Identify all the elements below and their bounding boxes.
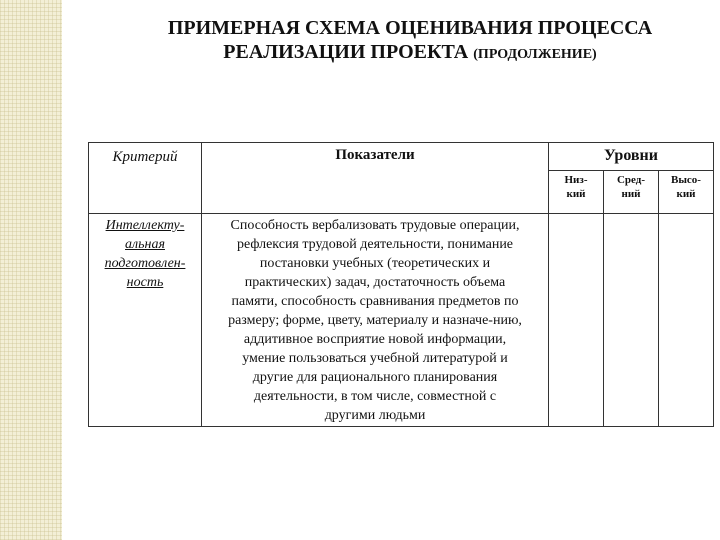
- table-row: [89, 214, 714, 427]
- title-line-2-note: (ПРОДОЛЖЕНИЕ): [473, 47, 597, 62]
- header-level-medium-line-2: ний: [621, 187, 641, 200]
- header-level-high-line-1: Высо-: [671, 173, 701, 186]
- indicator-line: деятельности, в том числе, совместной с: [253, 389, 497, 404]
- criterion-line: ность: [126, 275, 164, 290]
- assessment-table: [88, 142, 714, 427]
- criterion-cell: [89, 214, 202, 427]
- title-line-1: ПРИМЕРНАЯ СХЕМА ОЦЕНИВАНИЯ ПРОЦЕССА: [167, 17, 653, 39]
- indicator-line: другими людьми: [324, 408, 426, 423]
- level-high-cell: [659, 214, 714, 427]
- header-level-medium: [604, 170, 659, 213]
- header-criterion: Критерий: [89, 143, 202, 214]
- criterion-line: альная: [125, 237, 165, 252]
- title-line-2-main: РЕАЛИЗАЦИИ ПРОЕКТА: [223, 41, 469, 63]
- header-level-high-line-2: кий: [676, 187, 696, 200]
- header-level-low: [549, 170, 604, 213]
- indicator-line: постановки учебных (теоретических и: [259, 256, 491, 271]
- level-medium-cell: [604, 214, 659, 427]
- indicators-cell: [202, 214, 549, 427]
- header-row-1: [89, 143, 714, 171]
- indicator-line: практических) задач, достаточность объема: [244, 275, 506, 290]
- indicator-line: Способность вербализовать трудовые операции,: [230, 218, 520, 233]
- criterion-line: подготовлен-: [104, 256, 186, 271]
- decorative-side-strip: [0, 0, 62, 540]
- header-level-low-line-1: Низ-: [564, 173, 588, 186]
- header-level-high: [659, 170, 714, 213]
- header-levels: Уровни: [549, 143, 714, 171]
- header-level-low-line-2: кий: [566, 187, 586, 200]
- indicator-line: аддитивное восприятие новой информации,: [243, 332, 507, 347]
- indicator-line: умение пользоваться учебной литературой и: [242, 351, 508, 366]
- level-low-cell: [549, 214, 604, 427]
- indicator-line: размеру; форме, цвету, материалу и назначе-нию,: [228, 313, 522, 328]
- indicator-line: другие для рационального планирования: [252, 370, 498, 385]
- page-title: [90, 16, 720, 67]
- indicator-line: рефлексия трудовой деятельности, понимание: [236, 237, 514, 252]
- title-line-2: [90, 40, 720, 67]
- indicator-line: памяти, способность сравнивания предметов по: [231, 294, 519, 309]
- header-indicators: Показатели: [202, 143, 549, 214]
- criterion-line: Интеллекту-: [105, 218, 185, 233]
- header-level-medium-line-1: Сред-: [616, 173, 646, 186]
